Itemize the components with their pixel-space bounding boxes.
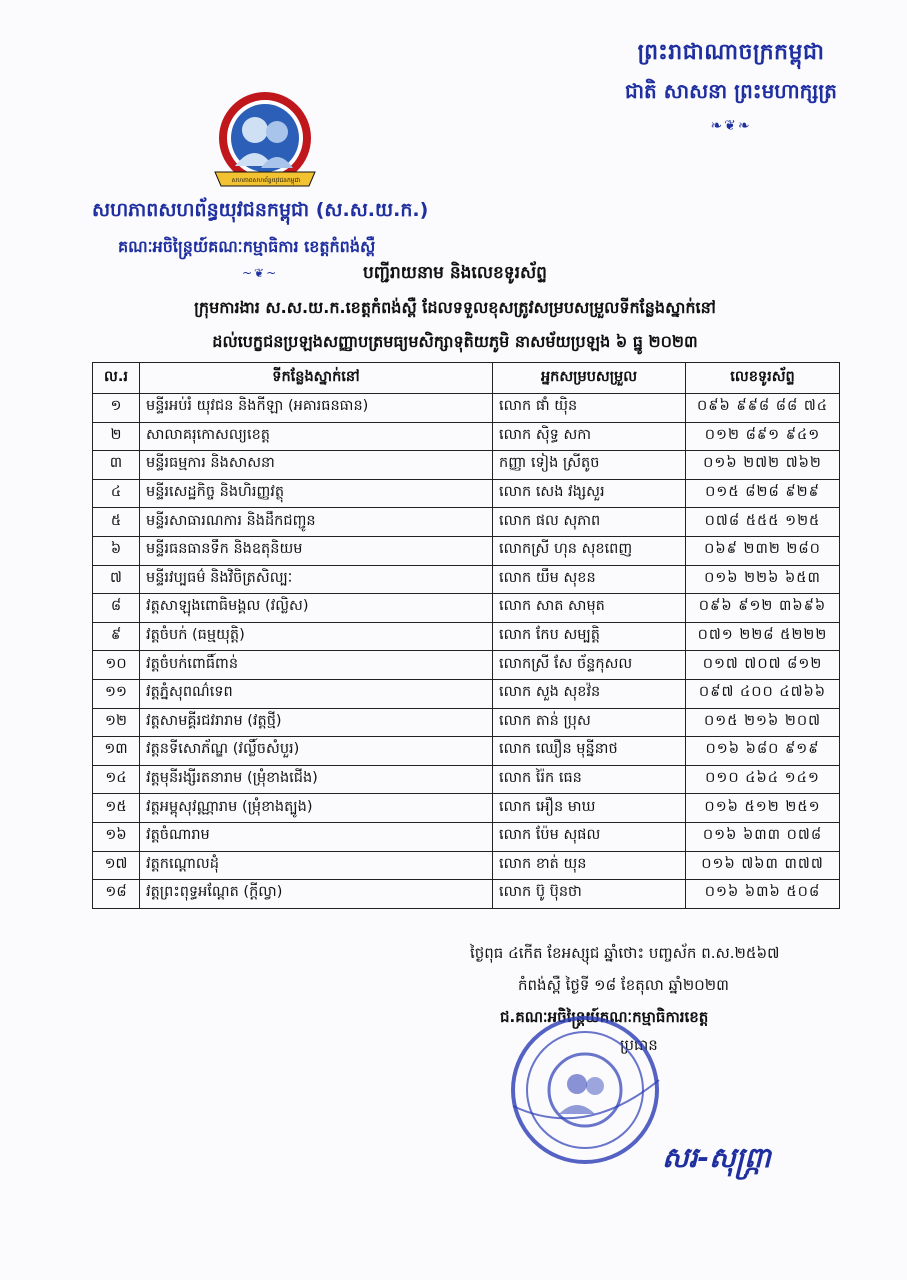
row-place: មន្ទីរវប្បធម៌ និងវិចិត្រសិល្បៈ [140, 565, 493, 594]
row-place: មន្ទីរសាធារណការ និងដឹកជញ្ជូន [140, 508, 493, 537]
row-phone: ០៧១ ២២៨ ៥២២២ [686, 622, 840, 651]
row-place: វត្តព្រះពុទ្ធអណ្តែត (ក្តីល្វា) [140, 880, 493, 909]
row-number: ២ [93, 422, 140, 451]
row-number: ៥ [93, 508, 140, 537]
row-phone: ០៩៦ ៩១២ ៣៦៩៦ [686, 594, 840, 623]
row-phone: ០១៥ ៨២៨ ៩២៩ [686, 479, 840, 508]
table-row [93, 394, 840, 423]
organization-name: សហភាពសហព័ន្ធយុវជនកម្ពុជា (ស.ស.យ.ក.) [92, 199, 429, 221]
table-row [93, 565, 840, 594]
row-phone: ០១៦ ៥១២ ២៥១ [686, 794, 840, 823]
table-row [93, 479, 840, 508]
kingdom-line-2: ជាតិ សាសនា ព្រះមហាក្សត្រ [625, 79, 837, 103]
row-place: វត្តចំណារាម [140, 822, 493, 851]
signature: សរ-សុព្រ្កា [662, 1141, 771, 1174]
row-phone: ០៦៩ ២៣២ ២៨០ [686, 536, 840, 565]
row-coordinator: លោក ផល សុភាព [493, 508, 686, 537]
row-number: ៤ [93, 479, 140, 508]
table-row [93, 679, 840, 708]
row-coordinator: លោក សួង សុខវ៉ន [493, 679, 686, 708]
title-line-1: បញ្ជីរាយនាម និងលេខទូរស័ព្ទ [363, 263, 547, 283]
row-place: មន្ទីរអប់រំ យុវជន និងកីឡា (អគារធនធាន) [140, 394, 493, 423]
signer-position: ជ.គណៈអចិន្ត្រៃយ៍គណៈកម្មាធិការខេត្ត [500, 1008, 709, 1026]
table-row [93, 794, 840, 823]
table-header-row [93, 363, 840, 394]
official-stamp [505, 1010, 665, 1170]
row-place: វត្តសាមគ្គីរជវរារាម (វត្តថ្មី) [140, 708, 493, 737]
row-number: ១៤ [93, 765, 140, 794]
table-row [93, 622, 840, 651]
row-coordinator: លោក ប៉ែម សុផល [493, 822, 686, 851]
row-coordinator: លោក ស៊ិទ្ធ សកា [493, 422, 686, 451]
ornament-icon: ❧❦❧ [710, 118, 752, 134]
committee-name: គណៈអចិន្ត្រៃយ៍គណៈកម្មាធិការ ខេត្តកំពង់ស្ពឺ [118, 237, 376, 256]
row-coordinator: លោក ឈឿន មុន្នីនាថ [493, 737, 686, 766]
logo-ribbon-text: សហភាពសហព័ន្ធយុវជនកម្ពុជា [231, 177, 301, 184]
row-phone: ០១៦ ៦៨០ ៩១៩ [686, 737, 840, 766]
ornament-icon: ~❦~ [242, 266, 279, 280]
table-row [93, 822, 840, 851]
row-coordinator: លោក ប៊ូ ប៊ុនថា [493, 880, 686, 909]
row-phone: ០១៦ ៧៦៣ ៣៧៧ [686, 851, 840, 880]
row-coordinator: លោកស្រី សែ ច័ន្ទកុសល [493, 651, 686, 680]
table-row [93, 737, 840, 766]
row-coordinator: លោក រ៉ៃក ធេន [493, 765, 686, 794]
row-number: ៨ [93, 594, 140, 623]
table-row [93, 594, 840, 623]
row-coordinator: លោក ខាត់ យុន [493, 851, 686, 880]
row-place: វត្តអម្ពុសុវណ្ណារាម (ម្រុំខាងត្បូង) [140, 794, 493, 823]
row-coordinator: លោក កែប សម្បត្តិ [493, 622, 686, 651]
header-coordinator: អ្នកសម្របសម្រួល [493, 363, 686, 394]
table-row [93, 765, 840, 794]
kingdom-line-1: ព្រះរាជាណាចក្រកម្ពុជា [637, 40, 825, 65]
table-row [93, 851, 840, 880]
header-number: ល.រ [93, 363, 140, 394]
row-number: ៩ [93, 622, 140, 651]
row-number: ៧ [93, 565, 140, 594]
table-row [93, 451, 840, 480]
row-number: ១១ [93, 679, 140, 708]
row-number: ១០ [93, 651, 140, 680]
row-place: សាលាគរុកោសល្យខេត្ត [140, 422, 493, 451]
row-phone: ០១០ ៤៦៤ ១៤១ [686, 765, 840, 794]
row-coordinator: លោក តាន់ ប្រុស [493, 708, 686, 737]
row-place: វត្តសាឡុងពោធិមង្គល (វល្លិស) [140, 594, 493, 623]
row-number: ១៥ [93, 794, 140, 823]
row-phone: ០៧៨ ៥៥៥ ១២៥ [686, 508, 840, 537]
row-coordinator: លោកស្រី ហុន សុខពេញ [493, 536, 686, 565]
row-phone: ០៩៧ ៤០០ ៤៧៦៦ [686, 679, 840, 708]
row-place: វត្តកណ្តោលដុំ [140, 851, 493, 880]
row-place: មន្ទីរធនធានទឹក និងឧតុនិយម [140, 536, 493, 565]
table-row [93, 508, 840, 537]
row-phone: ០៩៦ ៩៩៨ ៨៨ ៧៤ [686, 394, 840, 423]
row-place: មន្ទីរធម្មការ និងសាសនា [140, 451, 493, 480]
row-number: ១ [93, 394, 140, 423]
row-coordinator: លោក សេង វង្សសួរ [493, 479, 686, 508]
table-row [93, 422, 840, 451]
row-number: ១៧ [93, 851, 140, 880]
solar-date: កំពង់ស្ពឺ ថ្ងៃទី ១៨ ខែតុលា ឆ្នាំ២០២៣ [518, 976, 729, 994]
header-place: ទីកន្លែងស្នាក់នៅ [140, 363, 493, 394]
row-phone: ០១២ ៨៩១ ៩៤១ [686, 422, 840, 451]
row-number: ១៦ [93, 822, 140, 851]
row-place: វត្តចំបក់ពោធិ៍ពាន់ [140, 651, 493, 680]
row-coordinator: លោក យឹម សុខន [493, 565, 686, 594]
row-phone: ០១៦ ៦៣៦ ៥០៨ [686, 880, 840, 909]
row-place: មន្ទីរសេដ្ឋកិច្ច និងហិរញ្ញវត្ថុ [140, 479, 493, 508]
row-coordinator: លោក អឿន មាឃ [493, 794, 686, 823]
row-phone: ០១៦ ៦៣៣ ០៧៨ [686, 822, 840, 851]
row-coordinator: លោក ផាំ យ៉ិន [493, 394, 686, 423]
row-place: វត្តចំបក់ (ធម្មយុត្តិ) [140, 622, 493, 651]
row-number: ១២ [93, 708, 140, 737]
row-coordinator: លោក សាត សាមុត [493, 594, 686, 623]
lunar-date: ថ្ងៃពុធ ៤កើត ខែអស្សុជ ឆ្នាំថោះ បញ្ចស័ក ព.ស.២៥៦៧ [470, 944, 780, 962]
kingdom-header [625, 38, 837, 134]
row-phone: ០១៦ ២៧២ ៧៦២ [686, 451, 840, 480]
row-number: ១៨ [93, 880, 140, 909]
title-line-3: ដល់បេក្ខជនប្រឡងសញ្ញាបត្រមធ្យមសិក្សាទុតិយភូមិ នាសម័យប្រឡង ៦ ធ្នូ ២០២៣ [212, 332, 698, 351]
row-phone: ០១៥ ២១៦ ២០៧ [686, 708, 840, 737]
document-title [60, 262, 850, 355]
row-place: វត្តមុនីរង្សីរតនារាម (ម្រុំខាងជើង) [140, 765, 493, 794]
row-coordinator: កញ្ញា ទៀង ស្រីតូច [493, 451, 686, 480]
row-number: ១៣ [93, 737, 140, 766]
row-place: វត្តភ្នំសុពណ៌ទេព [140, 679, 493, 708]
row-phone: ០១៧ ៧០៧ ៨១២ [686, 651, 840, 680]
row-number: ៣ [93, 451, 140, 480]
header-phone: លេខទូរស័ព្ទ [686, 363, 840, 394]
table-row [93, 880, 840, 909]
table-row [93, 651, 840, 680]
row-number: ៦ [93, 536, 140, 565]
contact-table [92, 362, 840, 909]
table-row [93, 708, 840, 737]
row-phone: ០១៦ ២២៦ ៦៥៣ [686, 565, 840, 594]
table-row [93, 536, 840, 565]
title-line-2: ក្រុមការងារ ស.ស.យ.ក.ខេត្តកំពង់ស្ពឺ ដែលទទួលខុសត្រូវសម្របសម្រួលទីកន្លែងស្នាក់នៅ [194, 298, 716, 317]
signer-title: ប្រធាន [620, 1036, 658, 1054]
row-place: វត្តនទីសោភ័ណ្ឌ (វល្លិ៍ចសំបួរ) [140, 737, 493, 766]
